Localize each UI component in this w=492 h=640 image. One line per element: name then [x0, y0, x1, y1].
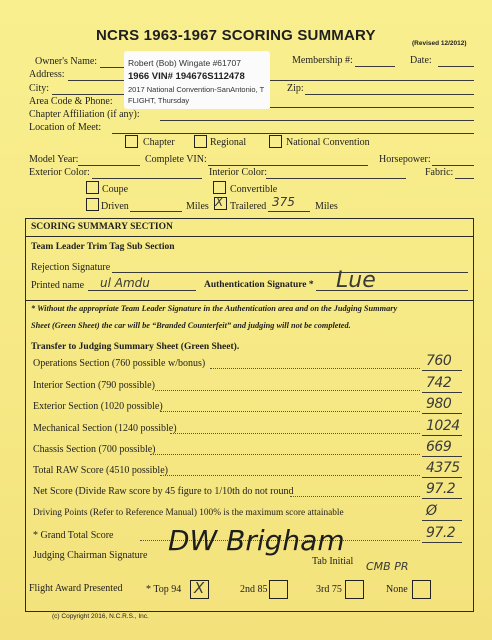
revision-note: (Revised 12/2012)	[412, 40, 467, 47]
score-value: 980	[426, 396, 452, 412]
national-label: National Convention	[286, 137, 370, 148]
exterior-color-label: Exterior Color:	[29, 167, 90, 178]
third-75-checkbox[interactable]	[345, 580, 364, 599]
convertible-label: Convertible	[230, 184, 278, 195]
score-row-label: Interior Section (790 possible)	[33, 380, 155, 391]
driven-label: Driven	[101, 201, 129, 212]
horsepower-label: Horsepower:	[379, 154, 431, 165]
score-entry-line	[422, 435, 462, 436]
score-entry-line	[422, 477, 462, 478]
score-value: 97.2	[426, 525, 456, 541]
score-value: 1024	[426, 418, 460, 434]
address-line	[68, 80, 124, 81]
sticker-owner: Robert (Bob) Wingate #61707	[128, 58, 241, 68]
score-entry-line	[422, 520, 462, 521]
fabric-label: Fabric:	[425, 167, 454, 178]
none-checkbox[interactable]	[412, 580, 431, 599]
driven-miles-line	[130, 211, 182, 212]
location-label: Location of Meet:	[29, 122, 102, 133]
score-value: 742	[426, 375, 452, 391]
address-line-right	[270, 80, 474, 81]
score-row-leader	[170, 433, 420, 434]
score-value: 669	[426, 439, 452, 455]
city-label: City:	[29, 83, 50, 94]
trim-tag-title: Team Leader Trim Tag Sub Section	[31, 242, 175, 252]
score-row-label: Operations Section (760 possible w/bonus)	[33, 358, 206, 369]
score-row-leader	[155, 390, 420, 391]
score-value: 4375	[426, 460, 460, 476]
membership-label: Membership #:	[292, 55, 353, 66]
score-row-label: Exterior Section (1020 possible)	[33, 401, 163, 412]
score-row-label: * Grand Total Score	[33, 530, 114, 541]
driven-checkbox[interactable]	[86, 198, 99, 211]
sticker-flight: FLIGHT, Thursday	[128, 96, 190, 105]
chapter-affiliation-line	[160, 120, 474, 121]
score-row-label: Chassis Section (700 possible)	[33, 444, 156, 455]
zip-line	[305, 94, 474, 95]
model-year-line	[78, 165, 140, 166]
model-year-label: Model Year:	[29, 154, 79, 165]
tab-initial-value: CMB PR	[366, 560, 409, 573]
sticker-event: 2017 National Convention-SanAntonio, T	[128, 85, 265, 94]
interior-color-label: Interior Color:	[209, 167, 268, 178]
authentication-signature: Lue	[336, 268, 376, 293]
national-checkbox[interactable]	[269, 135, 282, 148]
vin-label: Complete VIN:	[145, 154, 207, 165]
address-label: Address:	[29, 69, 65, 80]
sticker-vin: 1966 VIN# 194676S112478	[128, 71, 245, 82]
fabric-line	[455, 178, 474, 179]
authentication-signature-label: Authentication Signature *	[204, 280, 314, 290]
score-value: 760	[426, 353, 452, 369]
copyright: (c) Copyright 2016, N.C.R.S., Inc.	[52, 613, 149, 620]
driven-miles-label: Miles	[186, 201, 209, 212]
scoring-section-title: SCORING SUMMARY SECTION	[31, 222, 173, 232]
coupe-checkbox[interactable]	[86, 181, 99, 194]
section-divider-2	[25, 300, 473, 301]
printed-name-label: Printed name	[31, 280, 85, 291]
score-row-leader	[160, 475, 420, 476]
score-row-leader	[150, 454, 420, 455]
chapter-checkbox[interactable]	[125, 135, 138, 148]
printed-name-line	[88, 290, 196, 291]
owner-name-label: Owner's Name:	[35, 56, 98, 67]
form-title: NCRS 1963-1967 SCORING SUMMARY	[96, 27, 376, 44]
regional-label: Regional	[210, 137, 247, 148]
score-entry-line	[422, 392, 462, 393]
trailered-miles-line	[268, 211, 310, 212]
warning-line-2: Sheet (Green Sheet) the car will be “Branded Counterfeit” and judging will not be completed.	[31, 321, 351, 330]
score-row-label: Net Score (Divide Raw score by 45 figure to 1/10th do not round	[33, 486, 294, 497]
judging-chairman-signature: DW Brigham	[168, 524, 345, 557]
phone-line	[270, 107, 474, 108]
score-row-label: Total RAW Score (4510 possible)	[33, 465, 168, 476]
third-75-label: 3rd 75	[316, 584, 342, 595]
trailered-check-mark: X	[215, 195, 224, 209]
tab-initial-label: Tab Initial	[312, 556, 354, 567]
vin-line	[208, 165, 368, 166]
phone-label: Area Code & Phone:	[29, 96, 113, 107]
score-entry-line	[422, 370, 462, 371]
trailered-miles-value: 375	[272, 195, 295, 209]
chapter-affiliation-label: Chapter Affiliation (if any):	[29, 109, 140, 120]
score-entry-line	[422, 542, 462, 543]
trailered-label: Trailered	[230, 201, 267, 212]
score-value: Ø	[426, 503, 437, 519]
second-85-label: 2nd 85	[240, 584, 268, 595]
warning-line-1: * Without the appropriate Team Leader Signature in the Authentication area and on the Judging Summary	[31, 304, 398, 313]
score-value: 97.2	[426, 481, 456, 497]
date-label: Date:	[410, 55, 432, 66]
score-entry-line	[422, 498, 462, 499]
owner-name-line	[100, 67, 124, 68]
score-row-leader	[290, 496, 420, 497]
score-entry-line	[422, 456, 462, 457]
score-row-leader	[210, 368, 420, 369]
coupe-label: Coupe	[102, 184, 129, 195]
zip-label: Zip:	[287, 83, 304, 94]
printed-name-value: ul Amdu	[100, 276, 150, 290]
rejection-signature-line	[112, 272, 468, 273]
transfer-title: Transfer to Judging Summary Sheet (Green Sheet).	[31, 342, 240, 352]
section-divider-1	[25, 236, 473, 237]
horsepower-line	[432, 165, 474, 166]
location-line	[112, 133, 474, 134]
rejection-signature-label: Rejection Signature	[31, 262, 111, 273]
second-85-checkbox[interactable]	[269, 580, 288, 599]
none-label: None	[386, 584, 408, 595]
convertible-checkbox[interactable]	[213, 181, 226, 194]
judging-chairman-label: Judging Chairman Signature	[33, 550, 148, 561]
chapter-label: Chapter	[143, 137, 175, 148]
score-entry-line	[422, 413, 462, 414]
date-line	[438, 66, 474, 67]
city-line	[52, 94, 124, 95]
score-row-label: Driving Points (Refer to Reference Manual) 100% is the maximum score attainable	[33, 508, 344, 518]
owner-label-sticker	[124, 51, 270, 109]
score-row-leader	[160, 411, 420, 412]
top94-check-mark: X	[194, 579, 205, 597]
trailered-miles-label: Miles	[315, 201, 338, 212]
top94-label: * Top 94	[146, 584, 182, 595]
interior-color-line	[266, 178, 406, 179]
membership-line	[355, 66, 395, 67]
exterior-color-line	[92, 178, 202, 179]
regional-checkbox[interactable]	[194, 135, 207, 148]
score-row-label: Mechanical Section (1240 possible)	[33, 423, 177, 434]
flight-award-label: Flight Award Presented	[29, 583, 123, 594]
